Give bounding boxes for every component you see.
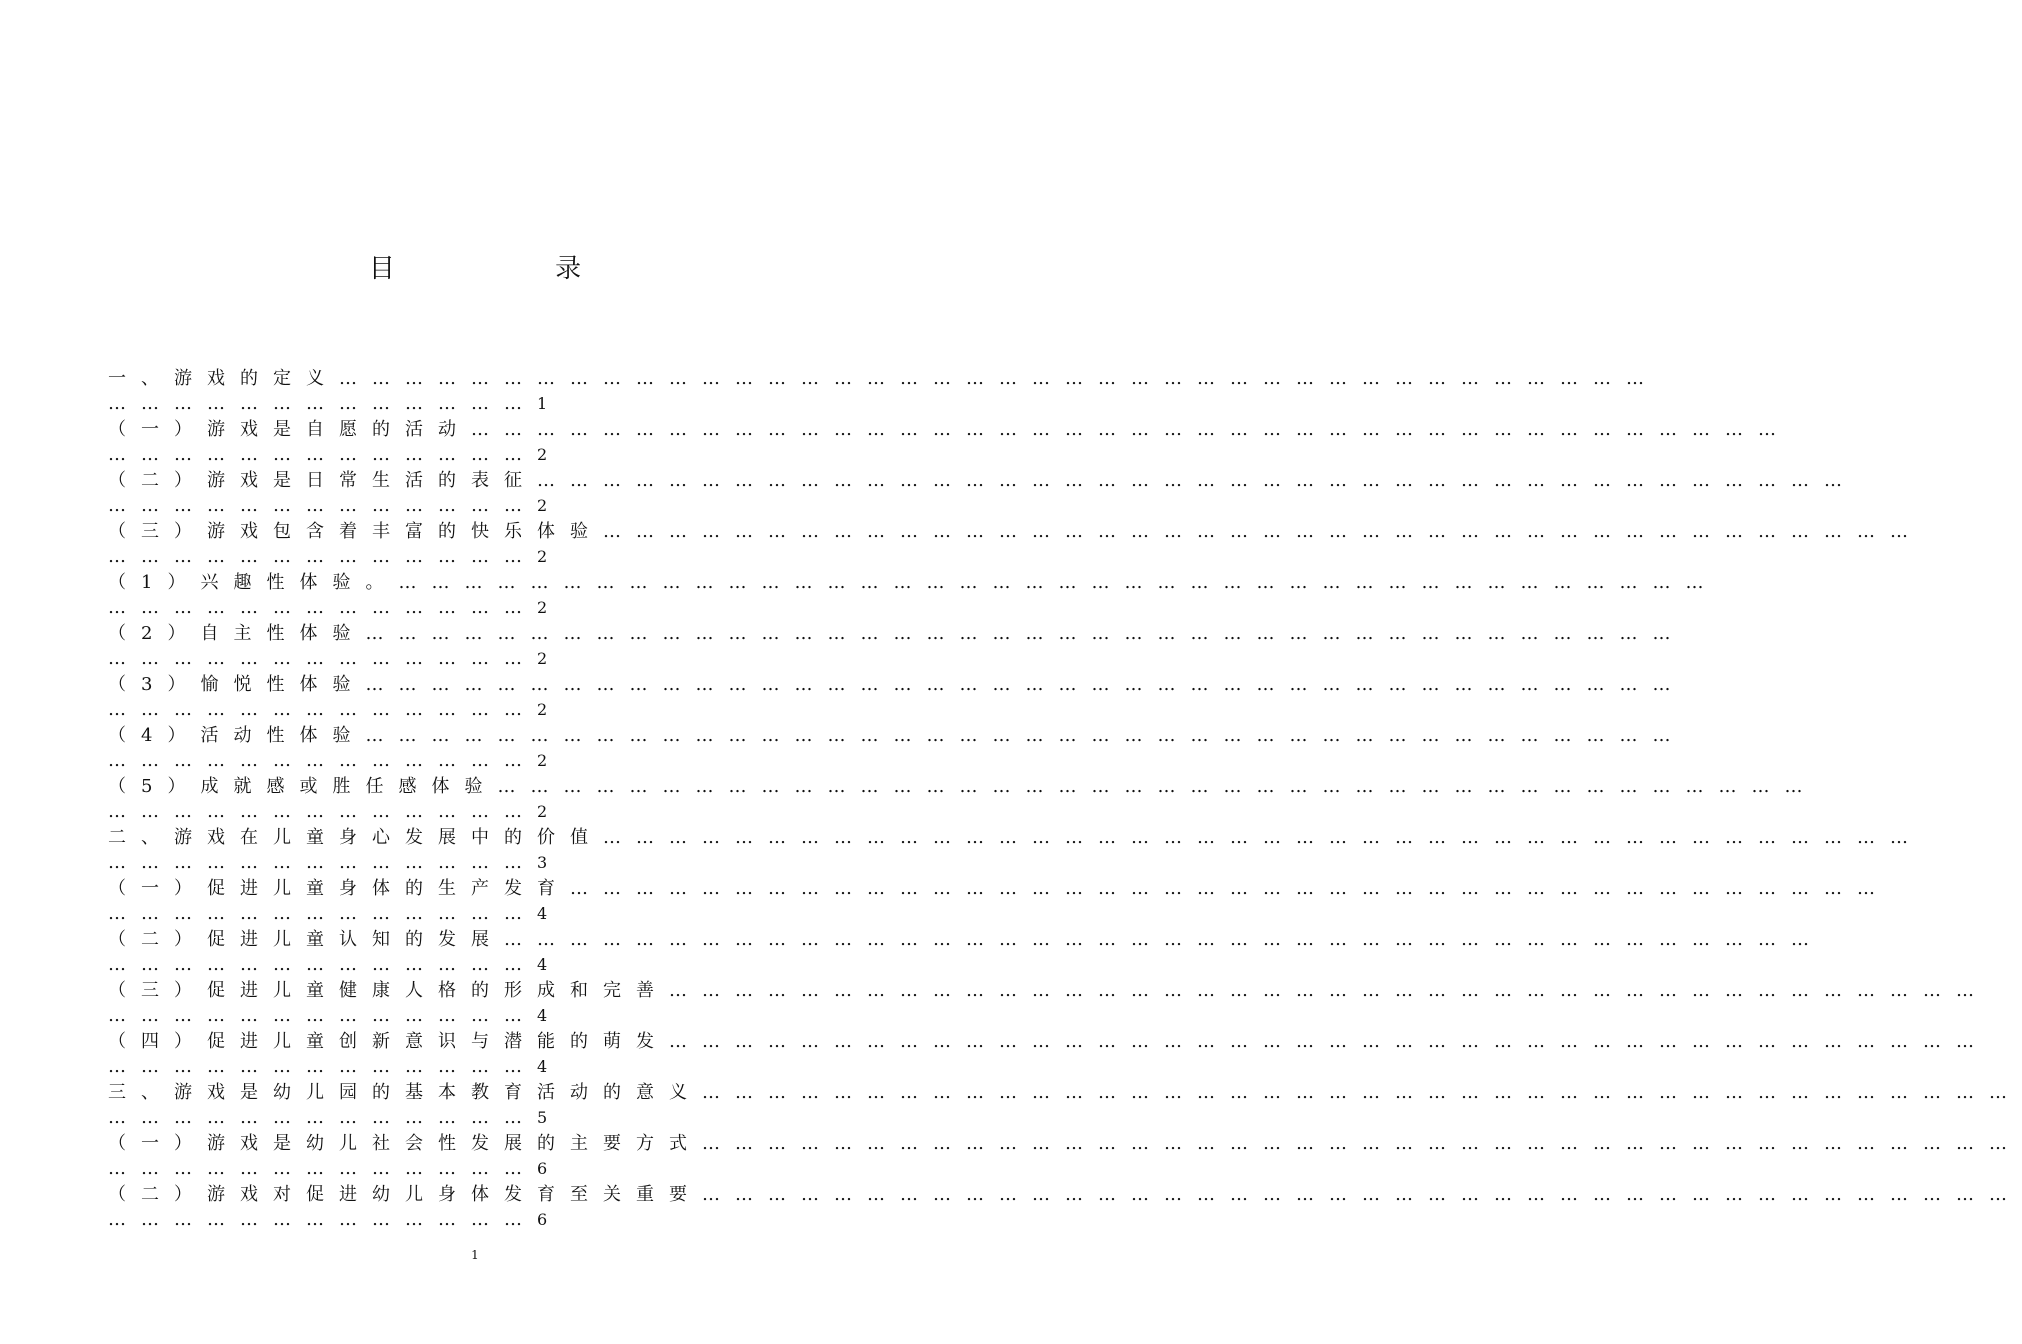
toc-leader-dots: ………………………………… — [108, 1107, 537, 1128]
toc-leader-dots: ………………………………… — [108, 801, 537, 822]
toc-entry[interactable] — [108, 774, 1818, 825]
toc-entry[interactable] — [108, 1182, 2022, 1233]
page-number: 1 — [471, 1248, 479, 1262]
toc-entry[interactable] — [108, 366, 1659, 417]
toc-leader-dots: ………………………………… — [108, 546, 537, 567]
toc-page-number: 2 — [537, 445, 548, 464]
toc-leader-dots: ………………………………… — [108, 393, 537, 414]
toc-page-number: 3 — [537, 853, 548, 872]
toc-leader-dots: ………………………………………………………………………………………………………… — [471, 419, 1791, 440]
toc-page-number: 6 — [537, 1210, 548, 1229]
toc-leader-dots: ………………………………… — [108, 954, 537, 975]
toc-leader-dots: ………………………………… — [108, 444, 537, 465]
toc-entry-title: 一、游戏的定义 — [108, 368, 339, 389]
toc-leader-dots: ………………………………………………………………………………………………………… — [339, 368, 1659, 389]
toc-page-number: 6 — [537, 1159, 548, 1178]
toc-leader-dots: ………………………………………………………………………………………………………… — [537, 470, 1857, 491]
toc-entry-title: （二）促进儿童认知的发展 — [108, 929, 504, 950]
toc-leader-dots: ………………………………………………………………………………………………………… — [365, 623, 1686, 644]
toc-entry[interactable] — [108, 417, 1791, 468]
toc-entry[interactable] — [108, 672, 1686, 723]
toc-leader-dots: ………………………………… — [108, 1005, 537, 1026]
toc-leader-dots: ………………………………… — [108, 648, 537, 669]
toc-entry-title: （4）活动性体验 — [108, 725, 366, 746]
toc-entry-title: （2）自主性体验 — [108, 623, 366, 644]
toc-entry[interactable] — [108, 1029, 1989, 1080]
toc-entry-title: （一）游戏是幼儿社会性发展的主要方式 — [108, 1133, 702, 1154]
table-of-contents — [108, 366, 2022, 1233]
toc-entry[interactable] — [108, 519, 1923, 570]
toc-page-number: 2 — [537, 802, 548, 821]
toc-leader-dots: ………………………………………………………………………………………………………… — [398, 572, 1719, 593]
toc-leader-dots: ………………………………… — [108, 1056, 537, 1077]
toc-leader-dots: ………………………………………………………………………………………………………… — [702, 1133, 2022, 1154]
toc-leader-dots: ………………………………………………………………………………………………………… — [702, 1082, 2022, 1103]
toc-leader-dots: ………………………………………………………………………………………………………… — [497, 776, 1818, 797]
toc-entry-title: 三、游戏是幼儿园的基本教育活动的意义 — [108, 1082, 702, 1103]
toc-leader-dots: ………………………………… — [108, 852, 537, 873]
toc-entry[interactable] — [108, 876, 1890, 927]
toc-page-number: 4 — [537, 904, 548, 923]
toc-entry-title: （二）游戏是日常生活的表征 — [108, 470, 537, 491]
toc-entry-title: （一）促进儿童身体的生产发育 — [108, 878, 570, 899]
toc-entry[interactable] — [108, 978, 1989, 1029]
toc-leader-dots: ………………………………… — [108, 1158, 537, 1179]
toc-page-number: 2 — [537, 751, 548, 770]
toc-page-number: 1 — [537, 394, 548, 413]
toc-entry[interactable] — [108, 1080, 2022, 1131]
toc-leader-dots: ………………………………………………………………………………………………………… — [603, 827, 1923, 848]
toc-leader-dots: ………………………………… — [108, 597, 537, 618]
toc-entry[interactable] — [108, 570, 1719, 621]
toc-page-number: 4 — [537, 955, 548, 974]
toc-leader-dots: ………………………………… — [108, 1209, 537, 1230]
toc-leader-dots: ………………………………… — [108, 903, 537, 924]
toc-leader-dots: ………………………………… — [108, 750, 537, 771]
toc-page-number: 2 — [537, 496, 548, 515]
toc-entry[interactable] — [108, 468, 1857, 519]
toc-page-number: 2 — [537, 649, 548, 668]
toc-entry[interactable] — [108, 621, 1686, 672]
toc-entry[interactable] — [108, 1131, 2022, 1182]
toc-entry-title: （3）愉悦性体验 — [108, 674, 366, 695]
toc-leader-dots: ………………………………………………………………………………………………………… — [504, 929, 1824, 950]
toc-entry-title: （1）兴趣性体验。 — [108, 572, 399, 593]
toc-entry-title: （一）游戏是自愿的活动 — [108, 419, 471, 440]
toc-entry-title: （二）游戏对促进幼儿身体发育至关重要 — [108, 1184, 702, 1205]
toc-entry-title: （三）游戏包含着丰富的快乐体验 — [108, 521, 603, 542]
toc-leader-dots: ………………………………………………………………………………………………………… — [669, 1031, 1989, 1052]
toc-entry[interactable] — [108, 723, 1686, 774]
toc-leader-dots: ………………………………………………………………………………………………………… — [365, 674, 1686, 695]
toc-leader-dots: ………………………………………………………………………………………………………… — [570, 878, 1890, 899]
toc-page-number: 2 — [537, 700, 548, 719]
toc-entry[interactable] — [108, 927, 1824, 978]
toc-entry-title: （四）促进儿童创新意识与潜能的萌发 — [108, 1031, 669, 1052]
toc-entry-title: 二、游戏在儿童身心发展中的价值 — [108, 827, 603, 848]
toc-leader-dots: ………………………………………………………………………………………………………… — [669, 980, 1989, 1001]
toc-page-number: 4 — [537, 1057, 548, 1076]
toc-entry-title: （三）促进儿童健康人格的形成和完善 — [108, 980, 669, 1001]
toc-leader-dots: ………………………………………………………………………………………………………… — [702, 1184, 2022, 1205]
toc-page-number: 2 — [537, 547, 548, 566]
page-title: 目 录 — [368, 254, 658, 284]
toc-page-number: 2 — [537, 598, 548, 617]
toc-page-number: 4 — [537, 1006, 548, 1025]
toc-leader-dots: ………………………………… — [108, 495, 537, 516]
toc-entry-title: （5）成就感或胜任感体验 — [108, 776, 498, 797]
toc-leader-dots: ………………………………………………………………………………………………………… — [603, 521, 1923, 542]
toc-entry[interactable] — [108, 825, 1923, 876]
toc-page-number: 5 — [537, 1108, 548, 1127]
toc-leader-dots: ………………………………………………………………………………………………………… — [365, 725, 1686, 746]
toc-leader-dots: ………………………………… — [108, 699, 537, 720]
